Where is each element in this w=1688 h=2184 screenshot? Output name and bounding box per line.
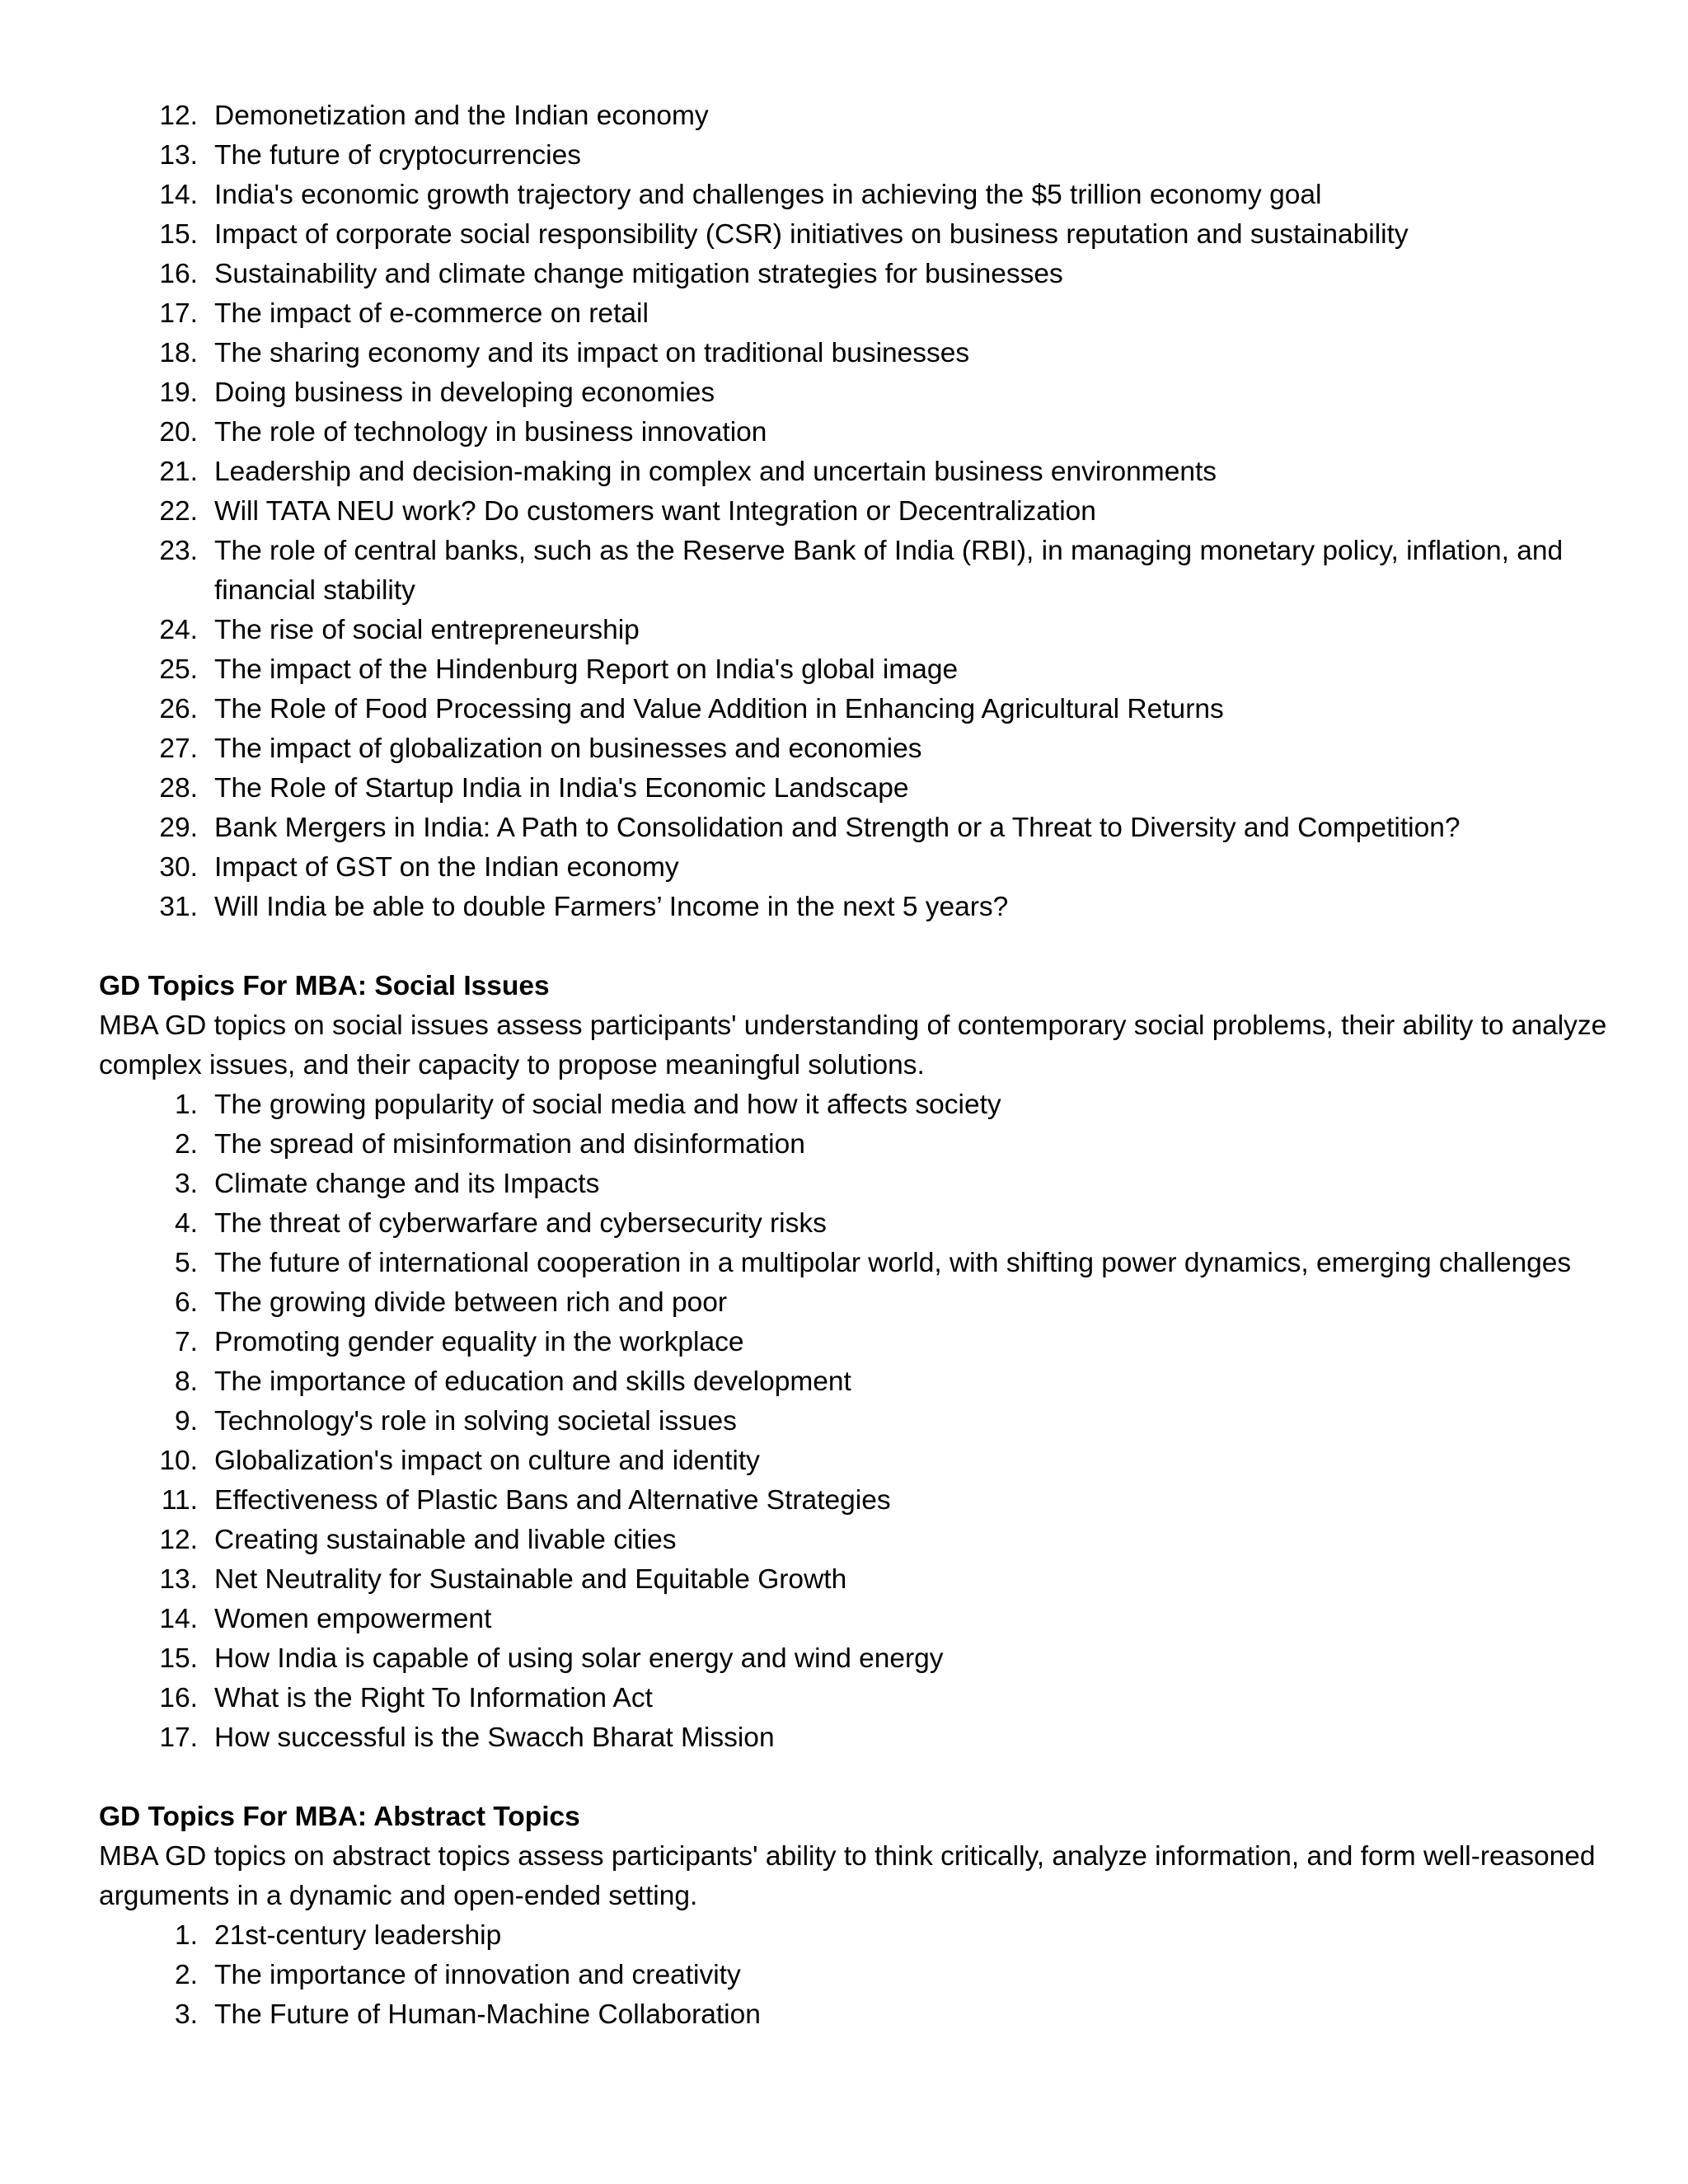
item-text: Bank Mergers in India: A Path to Consolidation and Strength or a Threat to Diversity and Competition? [214, 813, 1461, 843]
section-intro-social: MBA GD topics on social issues assess participants' understanding of contemporary social problems, their ability to analyze complex issues, and their capacity to propose meaningful solutions. [99, 1010, 1607, 1080]
section-heading-abstract: GD Topics For MBA: Abstract Topics [99, 1802, 580, 1832]
item-number: 15. [159, 1643, 198, 1674]
list-item [99, 1204, 1607, 1244]
item-number: 27. [159, 733, 198, 764]
list-item [99, 1916, 1607, 1956]
list-item [99, 1125, 1607, 1165]
item-text: 21st-century leadership [214, 1920, 502, 1951]
list-item [99, 1521, 1607, 1560]
item-number: 12. [159, 101, 198, 131]
list-item [99, 848, 1607, 888]
list-item [99, 532, 1607, 611]
item-number: 2. [175, 1129, 198, 1160]
item-text: The growing popularity of social media and how it affects society [214, 1090, 1001, 1120]
item-number: 10. [159, 1446, 198, 1476]
item-text: The future of international cooperation in a multipolar world, with shifting power dynamics, emerging challenges [214, 1248, 1572, 1278]
list-item [99, 1323, 1607, 1362]
item-text: Creating sustainable and livable cities [214, 1525, 677, 1555]
item-text: Impact of corporate social responsibility (CSR) initiatives on business reputation and sustainability [214, 219, 1409, 250]
abstract-topic-list [99, 1916, 1607, 2035]
list-item [99, 611, 1607, 650]
list-item [99, 729, 1607, 769]
item-number: 16. [159, 259, 198, 289]
list-item [99, 1995, 1607, 2035]
item-number: 20. [159, 417, 198, 448]
item-text: The rise of social entrepreneurship [214, 615, 640, 645]
item-text: Promoting gender equality in the workplace [214, 1327, 744, 1357]
item-text: The Role of Food Processing and Value Addition in Enhancing Agricultural Returns [214, 694, 1224, 724]
item-number: 9. [175, 1406, 198, 1436]
list-item [99, 1085, 1607, 1125]
item-number: 24. [159, 615, 198, 645]
item-number: 2. [175, 1960, 198, 1990]
item-text: Net Neutrality for Sustainable and Equitable Growth [214, 1564, 847, 1595]
list-item [99, 1165, 1607, 1204]
item-number: 31. [159, 892, 198, 922]
item-number: 30. [159, 852, 198, 883]
section-heading-social: GD Topics For MBA: Social Issues [99, 971, 550, 1001]
list-item [99, 769, 1607, 808]
item-text: India's economic growth trajectory and challenges in achieving the $5 trillion economy goal [214, 180, 1322, 210]
list-item [99, 1441, 1607, 1481]
list-item [99, 96, 1607, 136]
item-text: The future of cryptocurrencies [214, 140, 582, 171]
section-spacer [99, 927, 1607, 967]
item-number: 25. [159, 654, 198, 685]
item-number: 26. [159, 694, 198, 724]
list-item [99, 413, 1607, 452]
item-number: 17. [159, 1722, 198, 1753]
item-number: 15. [159, 219, 198, 250]
item-text: Sustainability and climate change mitigation strategies for businesses [214, 259, 1063, 289]
item-number: 12. [159, 1525, 198, 1555]
item-number: 19. [159, 377, 198, 408]
item-text: The impact of globalization on businesses and economies [214, 733, 922, 764]
item-text: Women empowerment [214, 1604, 492, 1634]
list-item [99, 255, 1607, 294]
item-number: 13. [159, 1564, 198, 1595]
item-number: 1. [175, 1920, 198, 1951]
list-item [99, 690, 1607, 729]
item-text: The Role of Startup India in India's Economic Landscape [214, 773, 909, 804]
list-item [99, 1679, 1607, 1718]
economy-topic-list [99, 96, 1607, 927]
item-number: 23. [159, 536, 198, 566]
item-number: 7. [175, 1327, 198, 1357]
item-number: 29. [159, 813, 198, 843]
item-text: The spread of misinformation and disinformation [214, 1129, 805, 1160]
list-item [99, 888, 1607, 927]
document-page [99, 96, 1607, 2035]
section-spacer [99, 1758, 1607, 1797]
item-text: How successful is the Swacch Bharat Mission [214, 1722, 775, 1753]
item-number: 14. [159, 180, 198, 210]
list-item [99, 492, 1607, 532]
list-item [99, 808, 1607, 848]
item-text: The impact of e-commerce on retail [214, 298, 649, 329]
list-item [99, 1283, 1607, 1323]
item-number: 3. [175, 1999, 198, 2030]
list-item [99, 1362, 1607, 1402]
item-text: Doing business in developing economies [214, 377, 715, 408]
item-number: 14. [159, 1604, 198, 1634]
item-number: 21. [159, 457, 198, 487]
list-item [99, 1481, 1607, 1521]
item-number: 16. [159, 1683, 198, 1713]
list-item [99, 1244, 1607, 1283]
item-text: Demonetization and the Indian economy [214, 101, 709, 131]
list-item [99, 1560, 1607, 1600]
item-text: The importance of innovation and creativity [214, 1960, 741, 1990]
item-number: 18. [159, 338, 198, 368]
item-text: The threat of cyberwarfare and cybersecurity risks [214, 1208, 827, 1239]
item-number: 3. [175, 1169, 198, 1199]
item-text: The growing divide between rich and poor [214, 1287, 727, 1318]
social-topic-list [99, 1085, 1607, 1758]
item-text: The role of central banks, such as the Reserve Bank of India (RBI), in managing monetary policy, inflation, and financial stability [214, 536, 1564, 606]
list-item [99, 1402, 1607, 1441]
item-text: Leadership and decision-making in complex and uncertain business environments [214, 457, 1217, 487]
item-text: Impact of GST on the Indian economy [214, 852, 679, 883]
item-text: The importance of education and skills development [214, 1366, 851, 1397]
item-text: Technology's role in solving societal issues [214, 1406, 737, 1436]
item-text: How India is capable of using solar energy and wind energy [214, 1643, 944, 1674]
item-text: Climate change and its Impacts [214, 1169, 600, 1199]
list-item [99, 215, 1607, 255]
item-text: The Future of Human-Machine Collaboration [214, 1999, 761, 2030]
item-text: Will India be able to double Farmers’ Income in the next 5 years? [214, 892, 1009, 922]
item-number: 11. [161, 1485, 198, 1516]
item-number: 17. [159, 298, 198, 329]
list-item [99, 1600, 1607, 1639]
list-item [99, 136, 1607, 176]
item-number: 22. [159, 496, 198, 527]
list-item [99, 294, 1607, 334]
item-number: 13. [159, 140, 198, 171]
item-text: The role of technology in business innovation [214, 417, 767, 448]
item-number: 8. [175, 1366, 198, 1397]
item-number: 1. [175, 1090, 198, 1120]
list-item [99, 452, 1607, 492]
item-text: The sharing economy and its impact on traditional businesses [214, 338, 970, 368]
item-text: Effectiveness of Plastic Bans and Alternative Strategies [214, 1485, 891, 1516]
list-item [99, 334, 1607, 373]
list-item [99, 176, 1607, 215]
item-text: Will TATA NEU work? Do customers want Integration or Decentralization [214, 496, 1096, 527]
item-text: What is the Right To Information Act [214, 1683, 653, 1713]
list-item [99, 373, 1607, 413]
item-number: 6. [175, 1287, 198, 1318]
list-item [99, 1956, 1607, 1995]
section-intro-abstract: MBA GD topics on abstract topics assess participants' ability to think critically, analyze information, and form well-reasoned arguments in a dynamic and open-ended setting. [99, 1841, 1596, 1911]
item-text: The impact of the Hindenburg Report on India's global image [214, 654, 959, 685]
list-item [99, 1639, 1607, 1679]
item-text: Globalization's impact on culture and identity [214, 1446, 760, 1476]
list-item [99, 1718, 1607, 1758]
list-item [99, 650, 1607, 690]
item-number: 5. [175, 1248, 198, 1278]
item-number: 4. [175, 1208, 198, 1239]
item-number: 28. [159, 773, 198, 804]
